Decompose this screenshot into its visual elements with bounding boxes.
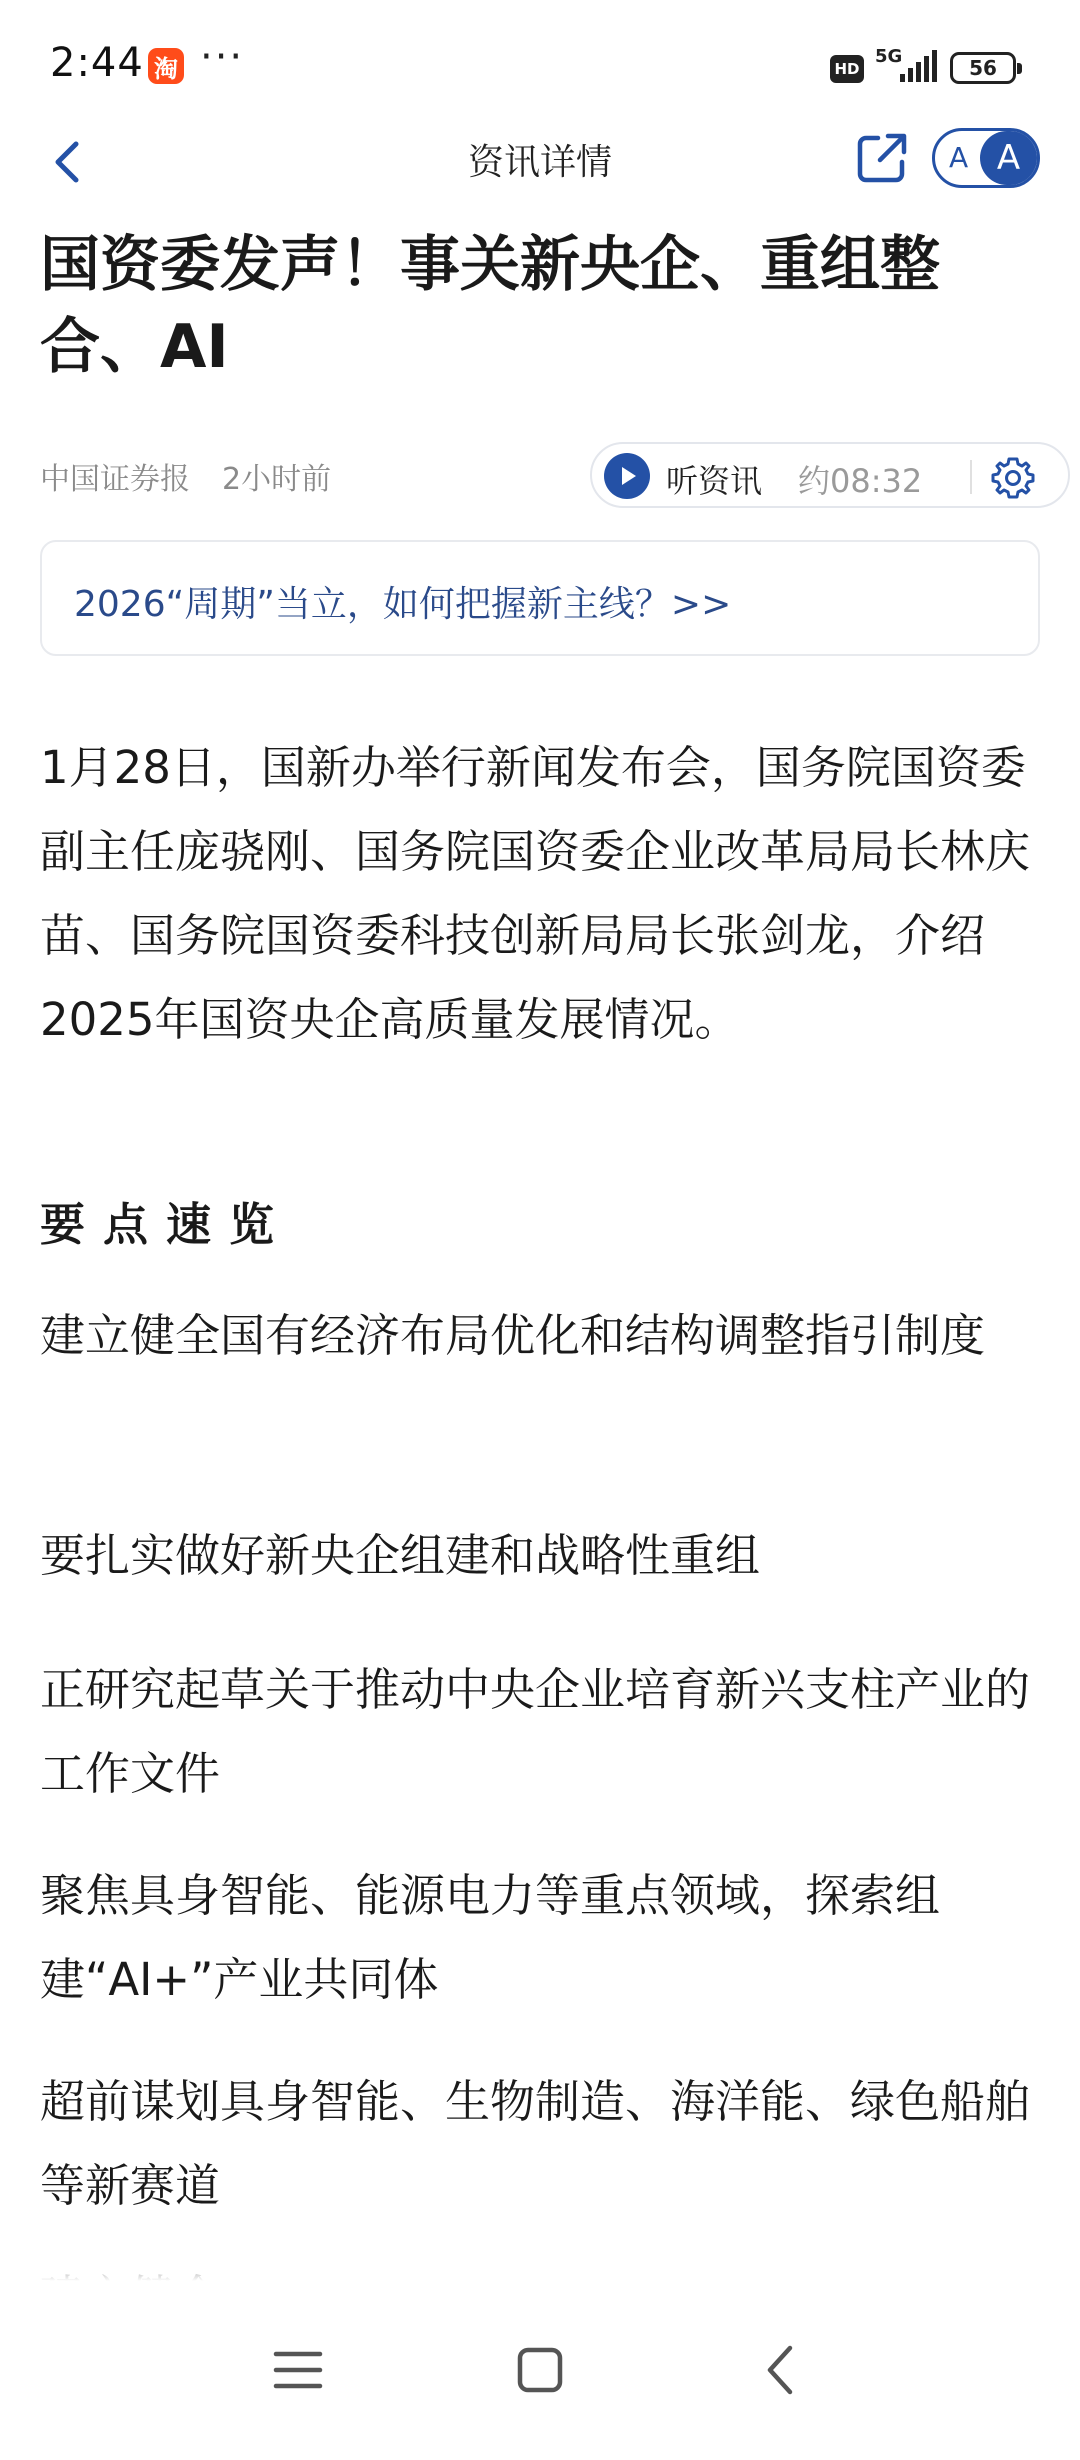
key-point: 正研究起草关于推动中央企业培育新兴支柱产业的工作文件 <box>40 1663 1031 1800</box>
article-meta <box>40 442 1040 512</box>
gear-icon[interactable] <box>990 455 1036 501</box>
system-navigation-bar <box>0 2290 1080 2460</box>
network-type-label: 5G <box>875 46 903 67</box>
font-size-small-option[interactable]: A <box>949 141 969 174</box>
promo-link-text[interactable]: 2026“周期”当立，如何把握新主线？>> <box>74 584 732 625</box>
taobao-notification-icon: 淘 <box>148 48 184 84</box>
back-icon[interactable] <box>742 2330 822 2410</box>
key-point: 要扎实做好新央企组建和战略性重组 <box>40 1529 761 1582</box>
play-icon[interactable] <box>604 453 650 499</box>
key-point: 超前谋划具身智能、生物制造、海洋能、绿色船舶等新赛道 <box>40 2075 1031 2212</box>
home-icon[interactable] <box>500 2330 580 2410</box>
key-point: 聚焦具身智能、能源电力等重点领域，探索组建“AI+”产业共同体 <box>40 1869 941 2006</box>
article-source[interactable]: 中国证券报 <box>40 462 190 497</box>
hd-voice-icon: HD <box>830 55 864 83</box>
more-notifications-icon: ··· <box>200 34 245 80</box>
font-size-toggle[interactable] <box>932 128 1040 188</box>
menu-icon[interactable] <box>258 2330 338 2410</box>
top-app-bar <box>0 120 1080 200</box>
status-time: 2:44 <box>50 40 144 86</box>
listen-duration: 约08:32 <box>798 462 923 500</box>
listen-audio-button[interactable] <box>590 442 1070 508</box>
promo-banner[interactable] <box>40 540 1040 656</box>
article-intro-paragraph: 1月28日，国新办举行新闻发布会，国务院国资委副主任庞骁刚、国务院国资委企业改革局局长林庆苗、国务院国资委科技创新局局长张剑龙，介绍2025年国资央企高质量发展情况。 <box>40 741 1031 1046</box>
share-icon[interactable] <box>852 128 912 188</box>
article-published-time: 2小时前 <box>222 462 332 497</box>
listen-label: 听资讯 <box>666 462 763 500</box>
battery-level: 56 <box>969 56 997 80</box>
key-point: 建立健全国有经济布局优化和结构调整指引制度 <box>40 1309 986 1362</box>
battery-icon <box>950 52 1016 84</box>
divider <box>970 460 972 494</box>
article-title: 国资委发声！事关新央企、重组整合、AI <box>40 230 940 382</box>
status-bar <box>0 0 1080 130</box>
key-points-heading: 要点速览 <box>40 1198 293 1251</box>
page-title: 资讯详情 <box>467 142 612 183</box>
font-size-large-option[interactable]: A <box>980 131 1037 185</box>
